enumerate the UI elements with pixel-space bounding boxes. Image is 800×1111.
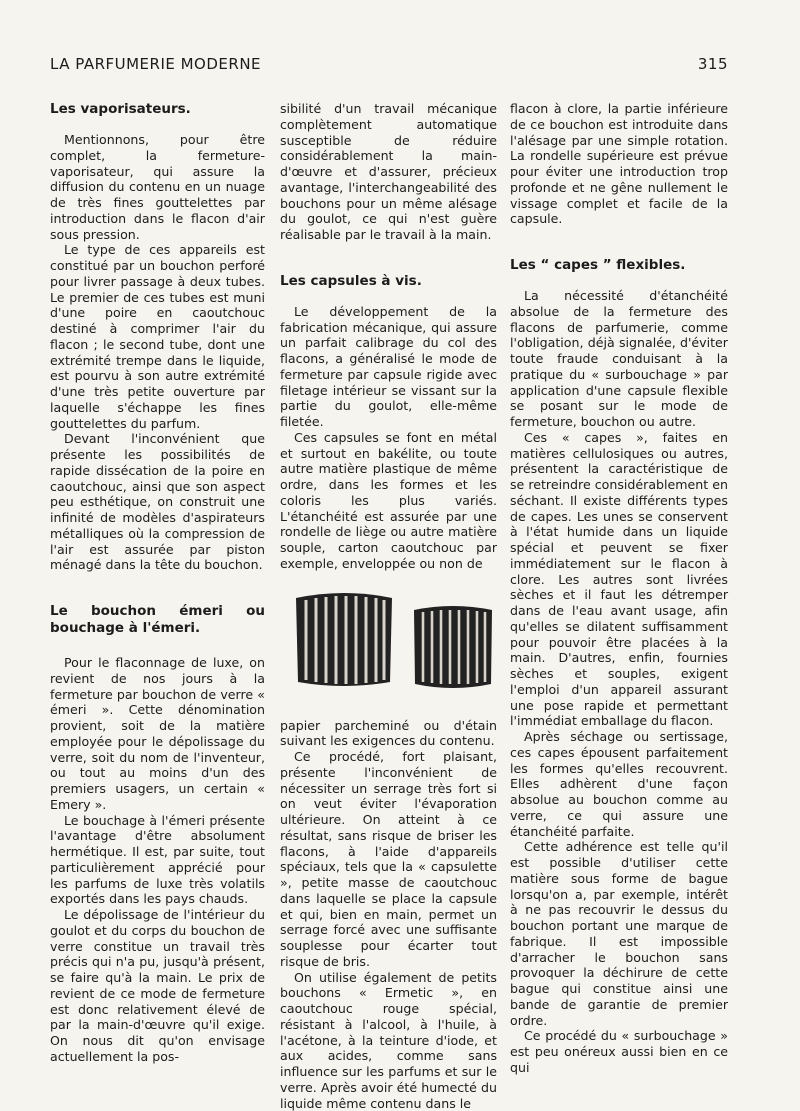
paragraph: Pour le flaconnage de luxe, on revient de nos jours à la fermeture par bouchon de verre « émeri ». Cette dénomination provient, soit de la matière employée pour le dépolissage du verre, soit du nom de l'inventeur, ou tout au moins d'un des premiers usagers, un certain « Emery ». xyxy=(50,655,265,813)
paragraph: flacon à clore, la partie inférieure de ce bouchon est introduite dans l'alésage par une simple rotation. La rondelle supérieure est prévue pour éviter une introduction trop profonde et ne gêne nullement le vissage complet et facile de la capsule. xyxy=(510,101,728,227)
section-heading-capes: Les “ capes ” flexibles. xyxy=(510,257,728,274)
paragraph: On utilise également de petits bouchons « Ermetic », en caoutchouc rouge spécial, résistant à l'alcool, à l'huile, à l'acétone, à la teinture d'iode, et aux acides, comme sans influence sur les parfums et sur le verre. Après avoir été humecté du liquide même contenu dans le xyxy=(280,970,497,1111)
paragraph: Ces capsules se font en métal et surtout en bakélite, ou toute autre matière plastique de même ordre, dans les formes et les coloris les plus variés. L'étanchéité est assurée par une rondelle de liège ou autre matière souple, carton caoutchouc par exemple, enveloppée ou non de xyxy=(280,430,497,572)
screw-cap-illustration-small xyxy=(412,604,494,690)
paragraph: Ce procédé du « surbouchage » est peu onéreux aussi bien en ce qui xyxy=(510,1028,728,1075)
paragraph: La nécessité d'étanchéité absolue de la fermeture des flacons de parfumerie, comme l'obligation, déjà signalée, d'éviter toute fraude conduisant à la pratique du « surbouchage » par application d'une capsule flexible se posant sur le mode de fermeture, bouchon ou autre. xyxy=(510,288,728,430)
column-3 xyxy=(510,101,728,1076)
capsule-figures xyxy=(280,582,497,710)
paragraph: sibilité d'un travail mécanique complètement automatique susceptible de réduire considérablement la main-d'œuvre et d'assurer, précieux avantage, l'interchangeabilité des bouchons pour un même alésage du goulot, ce qui n'est guère réalisable par le travail à la main. xyxy=(280,101,497,243)
screw-cap-illustration-large xyxy=(294,590,394,690)
paragraph: Cette adhérence est telle qu'il est possible d'utiliser cette matière sous forme de bague lorsqu'on a, par exemple, intérêt à ne pas recouvrir le dessus du bouchon portant une marque de fabrique. Il est impossible d'arracher le bouchon sans provoquer la déchirure de cette bague qui constitue ainsi une bande de garantie de premier ordre. xyxy=(510,839,728,1028)
paragraph: Ces « capes », faites en matières cellulosiques ou autres, présentent la caractéristique de se retreindre considérablement en séchant. Il existe différents types de capes. Les unes se conservent à l'état humide dans un liquide spécial et peuvent se fixer immédiatement sur le flacon à clore. Les autres sont livrées sèches et il faut les détremper dans de l'eau avant usage, afin qu'elles se dilatent suffisamment pour pouvoir être placées à la main. D'autres, enfin, fournies sèches et souples, exigent l'emploi d'un appareil assurant une pose rapide et permettant l'immédiat emballage du flacon. xyxy=(510,430,728,729)
paragraph: Devant l'inconvénient que présente les possibilités de rapide dissécation de la poire en caoutchouc, ainsi que son aspect peu esthétique, on construit une infinité de modèles d'aspirateurs métalliques où la compression de l'air est assurée par piston ménagé dans la tête du bouchon. xyxy=(50,431,265,573)
page-number: 315 xyxy=(698,55,728,73)
paragraph: Mentionnons, pour être complet, la fermeture-vaporisateur, qui assure la diffusion du contenu en un nuage de très fines gouttelettes par introduction dans le flacon d'air sous pression. xyxy=(50,132,265,242)
paragraph: Après séchage ou sertissage, ces capes épousent parfaitement les formes qu'elles recouvrent. Elles adhèrent d'une façon absolue au bouchon comme au verre, ce qui assure une étanchéité parfaite. xyxy=(510,729,728,839)
column-2 xyxy=(280,101,497,1111)
paragraph: Le bouchage à l'émeri présente l'avantage d'être absolument hermétique. Il est, par suite, tout particulièrement apprécié pour les parfums de luxe très volatils exportés dans les pays chauds. xyxy=(50,813,265,908)
paragraph: Le type de ces appareils est constitué par un bouchon perforé pour livrer passage à deux tubes. Le premier de ces tubes est muni d'une poire en caoutchouc destiné à comprimer l'air du flacon ; le second tube, dont une extrémité trempe dans le liquide, est pourvu à son autre extrémité d'une très petite ouverture par laquelle s'échappe les fines gouttelettes du parfum. xyxy=(50,242,265,431)
paragraph: papier parcheminé ou d'étain suivant les exigences du contenu. xyxy=(280,718,497,750)
paragraph: Le dépolissage de l'intérieur du goulot et du corps du bouchon de verre constitue un travail très précis qui n'a pu, jusqu'à présent, se faire qu'à la main. Le prix de revient de ce mode de fermeture est donc relativement élevé de par la main-d'œuvre qu'il exige. On nous dit qu'on envisage actuellement la pos- xyxy=(50,907,265,1065)
column-1 xyxy=(50,101,265,1065)
running-title: LA PARFUMERIE MODERNE xyxy=(50,55,261,73)
paragraph: Le développement de la fabrication mécanique, qui assure un parfait calibrage du col des flacons, a généralisé le mode de fermeture par capsule rigide avec filetage intérieur se vissant sur la partie du goulot, elle-même filetée. xyxy=(280,304,497,430)
section-heading-vaporisateurs: Les vaporisateurs. xyxy=(50,101,265,118)
section-heading-capsules: Les capsules à vis. xyxy=(280,273,497,290)
paragraph: Ce procédé, fort plaisant, présente l'inconvénient de nécessiter un serrage très fort si on veut éviter l'évaporation ultérieure. On atteint à ce résultat, sans risque de briser les flacons, à l'aide d'appareils spéciaux, tels que la « capsulette », petite masse de caoutchouc dans laquelle se place la capsule et qui, bien en main, permet un serrage forcé avec une suffisante souplesse pour écarter tout risque de bris. xyxy=(280,749,497,970)
section-heading-emeri: Le bouchon émeri ou bouchage à l'émeri. xyxy=(50,603,265,637)
running-header xyxy=(50,55,728,77)
